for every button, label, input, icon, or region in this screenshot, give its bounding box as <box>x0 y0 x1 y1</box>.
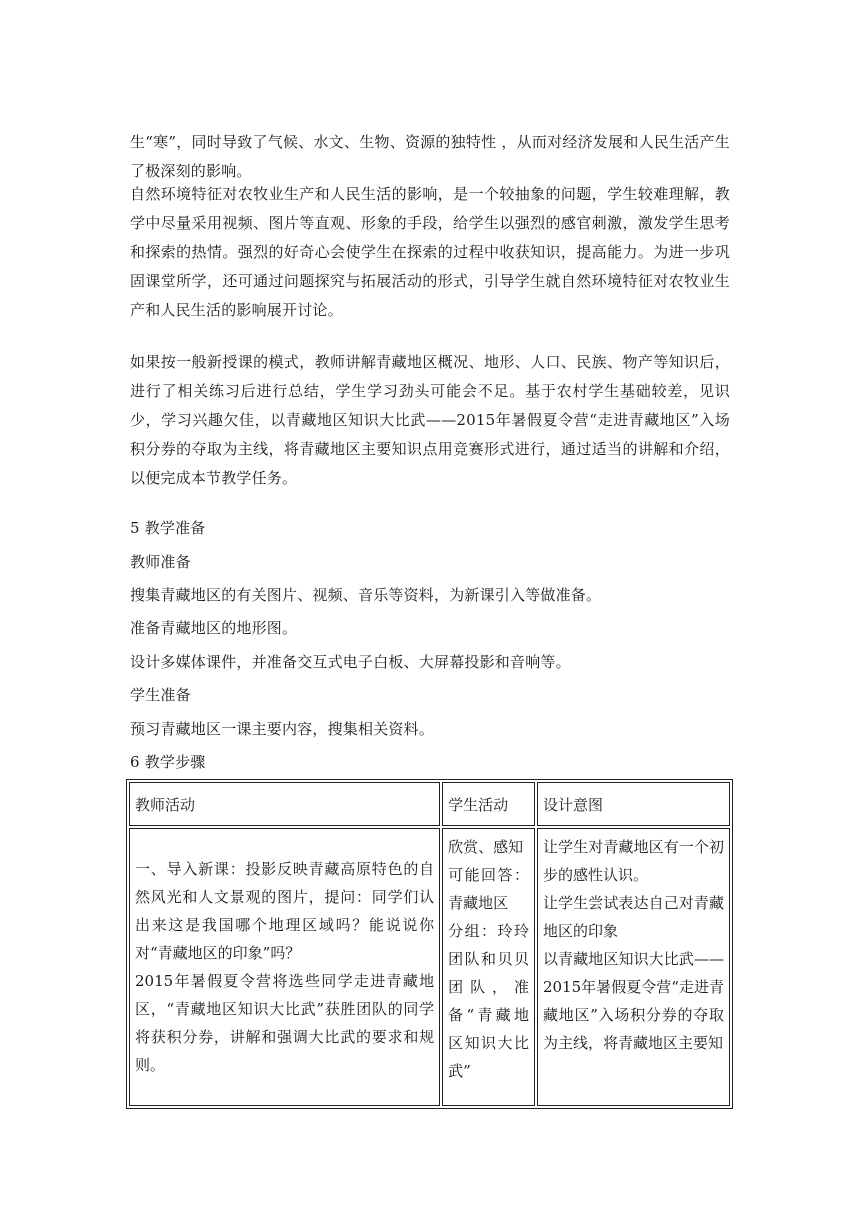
table-row <box>129 828 730 1106</box>
teacher-activity-intro: 一、导入新课：投影反映青藏高原特色的自然风光和人文景观的图片，提问：同学们认出来这是我国哪个地理区域吗？能说说你对“青藏地区的印象”吗？ <box>135 860 435 962</box>
table-header-row <box>129 782 730 826</box>
student-activity-appreciate: 欣赏、感知 <box>448 838 524 856</box>
paragraph-teaching-approach: 如果按一般新授课的模式，教师讲解青藏地区概况、地形、人口、民族、物产等知识后，进行了相关练习后进行总结，学生学习劲头可能会不足。基于农村学生基础较差，见识少，学习兴趣欠佳，以青藏地区知识大比武——2015年暑假夏令营“走进青藏地区”入场积分券的夺取为主线，将青藏地区主要知识点用竞赛形式进行，通过适当的讲解和介绍，以便完成本节教学任务。 <box>130 353 730 487</box>
header-teacher-activity: 教师活动 <box>129 782 440 826</box>
student-activity-answer: 可能回答：青藏地区 <box>448 866 529 912</box>
teaching-steps-table <box>126 779 733 1109</box>
student-activity-groups: 分组：玲玲团队和贝贝团队，准备“青藏地区知识大比武” <box>448 922 529 1080</box>
design-intent-expression: 让学生尝试表达自己对青藏地区的印象 <box>542 894 724 940</box>
paragraph-collect-materials: 搜集青藏地区的有关图片、视频、音乐等资料，为新课引入等做准备。 <box>130 586 602 604</box>
teacher-activity-cell <box>129 828 440 1106</box>
student-activity-cell <box>442 828 535 1106</box>
paragraph-preview: 预习青藏地区一课主要内容，搜集相关资料。 <box>130 720 435 738</box>
paragraph-prepare-map: 准备青藏地区的地形图。 <box>130 619 298 637</box>
header-design-intent: 设计意图 <box>537 782 730 826</box>
section-heading-preparation: 5 教学准备 <box>130 519 206 537</box>
teacher-activity-camp: 2015年暑假夏令营将选些同学走进青藏地区，“青藏地区知识大比武”获胜团队的同学将获积分券，讲解和强调大比武的要求和规则。 <box>135 972 435 1074</box>
design-intent-cell <box>537 828 730 1106</box>
design-intent-perception: 让学生对青藏地区有一个初步的感性认识。 <box>542 838 724 884</box>
paragraph-intro-continuation: 生“寒”，同时导致了气候、水文、生物、资源的独特性 ，从而对经济发展和人民生活产生了极深刻的影响。 <box>130 133 730 180</box>
paragraph-multimedia: 设计多媒体课件，并准备交互式电子白板、大屏幕投影和音响等。 <box>130 653 571 671</box>
design-intent-mainline: 以青藏地区知识大比武——2015年暑假夏令营“走进青藏地区”入场积分券的夺取为主线，将青藏地区主要知 <box>542 950 724 1052</box>
header-student-activity: 学生活动 <box>442 782 535 826</box>
subheading-student-preparation: 学生准备 <box>130 686 191 704</box>
section-heading-steps: 6 教学步骤 <box>130 753 206 771</box>
subheading-teacher-preparation: 教师准备 <box>130 553 191 571</box>
paragraph-environment-impact: 自然环境特征对农牧业生产和人民生活的影响，是一个较抽象的问题，学生较难理解，教学中尽量采用视频、图片等直观、形象的手段，给学生以强烈的感官刺激，激发学生思考和探索的热情。强烈的好奇心会使学生在探索的过程中收获知识，提高能力。为进一步巩固课堂所学，还可通过问题探究与拓展活动的形式，引导学生就自然环境特征对农牧业生产和人民生活的影响展开讨论。 <box>130 185 730 319</box>
